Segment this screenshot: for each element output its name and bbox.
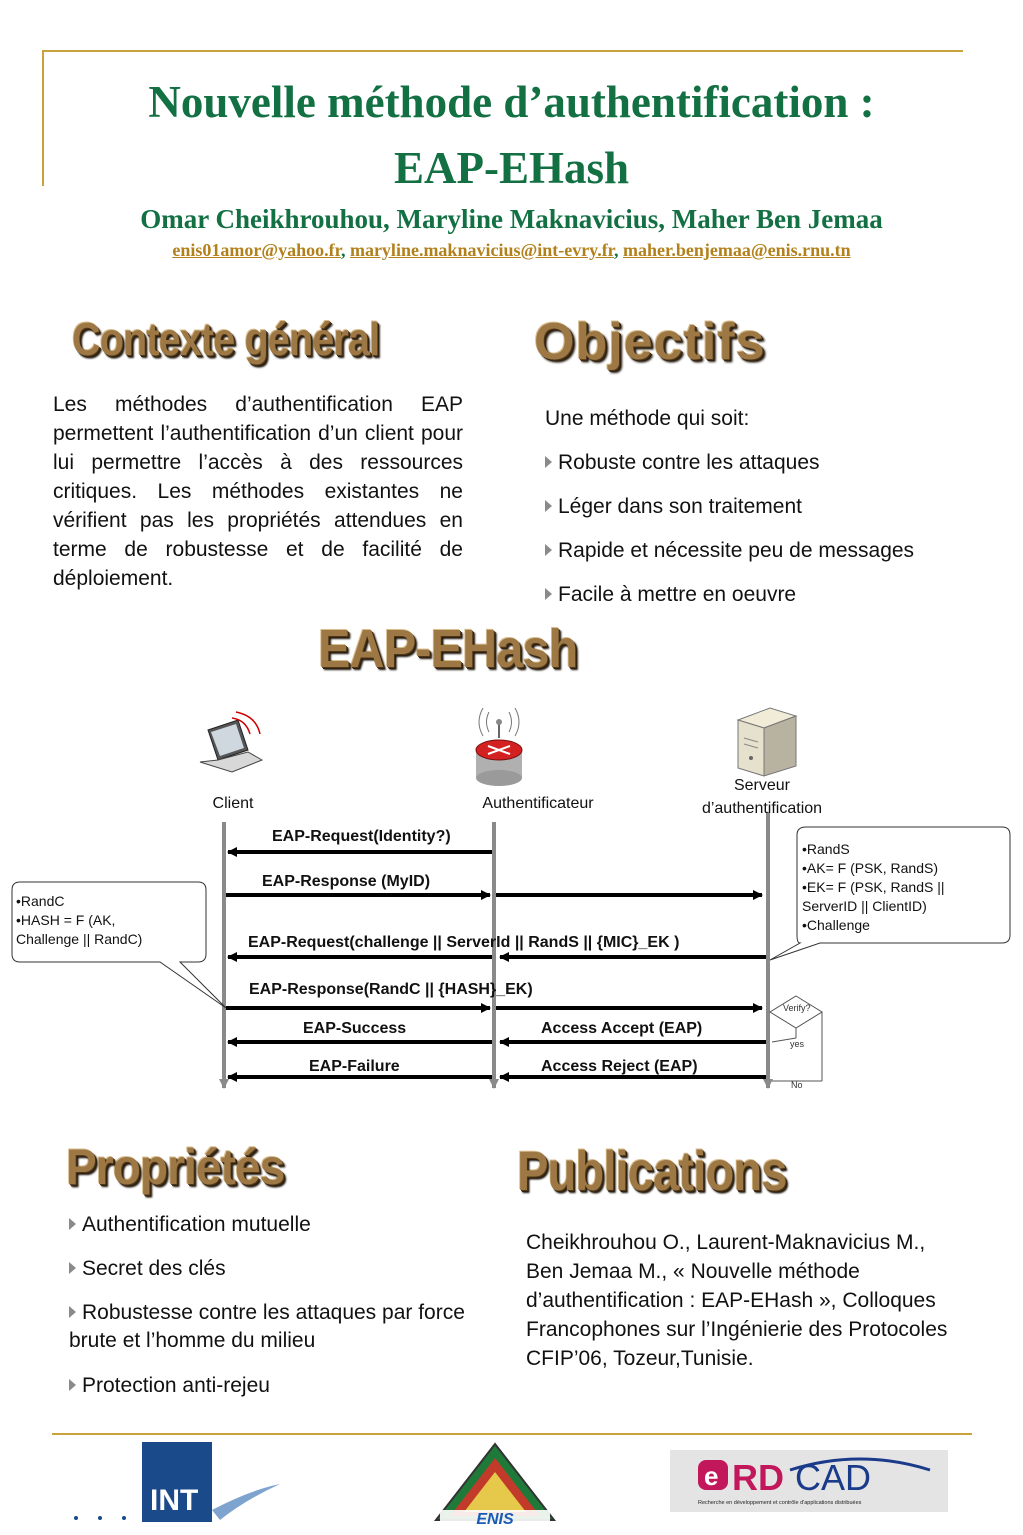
- msg-eap-success: EAP-Success: [303, 1020, 407, 1037]
- heading-proprietes: Propriétés: [66, 1139, 285, 1195]
- propriete-item: [69, 1255, 479, 1299]
- server-note-line: •AK= F (PSK, RandS): [802, 860, 939, 876]
- msg-request-challenge: EAP-Request(challenge || ServerId || RandS || {MIC}_EK ): [248, 934, 680, 951]
- objectif-text: Rapide et nécessite peu de messages: [558, 539, 915, 562]
- poster-title-line1: Nouvelle méthode d’authentification :: [148, 77, 875, 127]
- propriete-item: [69, 1211, 479, 1255]
- client-label: Client: [212, 795, 254, 812]
- objectif-item: [545, 493, 1005, 537]
- verify-label: Verify?: [783, 1003, 811, 1013]
- bullet-arrow-icon: [545, 500, 552, 512]
- server-label-line2: d’authentification: [701, 800, 823, 817]
- proprietes-list: [69, 1211, 479, 1416]
- authors: Omar Cheikhrouhou, Maryline Maknavicius, Maher Ben Jemaa: [140, 204, 883, 234]
- server-note-line: ServerID || ClientID): [802, 898, 927, 914]
- header-frame-horizontal: [42, 50, 963, 52]
- propriete-text: Protection anti-rejeu: [82, 1374, 270, 1397]
- svg-text:CAD: CAD: [795, 1457, 872, 1498]
- email-separator: ,: [340, 240, 350, 260]
- bullet-arrow-icon: [69, 1379, 76, 1391]
- client-note-line: Challenge || RandC): [16, 931, 143, 947]
- bullet-arrow-icon: [69, 1306, 76, 1318]
- enis-logo-text: ENIS: [476, 1511, 514, 1528]
- server-note-line: •EK= F (PSK, RandS ||: [802, 879, 945, 895]
- email-line: [0, 240, 1023, 261]
- heading-objectifs: Objectifs: [534, 313, 766, 371]
- svg-text:RD: RD: [732, 1457, 784, 1498]
- server-note-line: •Challenge: [802, 917, 870, 933]
- svg-text:e: e: [704, 1461, 719, 1491]
- msg-access-accept: Access Accept (EAP): [541, 1020, 703, 1037]
- objectif-item: [545, 537, 1005, 581]
- redcad-logo: [670, 1450, 948, 1512]
- email-separator: ,: [614, 240, 624, 260]
- int-logo-text: INT: [150, 1484, 199, 1517]
- heading-contexte: Contexte général: [72, 313, 380, 365]
- bullet-arrow-icon: [545, 588, 552, 600]
- objectif-text: Facile à mettre en oeuvre: [558, 583, 797, 606]
- email-link-3[interactable]: maher.benjemaa@enis.rnu.tn: [623, 240, 851, 260]
- bullet-arrow-icon: [545, 544, 552, 556]
- msg-response-myid: EAP-Response (MyID): [262, 873, 431, 890]
- redcad-subtitle: Recherche en développement et contrôle d'applications distribuées: [698, 1500, 862, 1506]
- server-note: [802, 840, 1006, 935]
- client-note-line: •RandC: [16, 893, 65, 909]
- router-icon: [476, 708, 522, 786]
- objectif-item: [545, 581, 1005, 625]
- objectif-text: Léger dans son traitement: [558, 495, 802, 518]
- contexte-text: Les méthodes d’authentification EAP permettent l’authentification d’un client pour lui permettre l’accès à des ressources critiques. Les méthodes existantes ne vérifient pas les propriétés attendues en terme de robustesse et de facilité de déploiement.: [53, 393, 463, 590]
- client-note: [16, 892, 204, 949]
- bullet-arrow-icon: [69, 1262, 76, 1274]
- msg-response-randc: EAP-Response(RandC || {HASH}_EK): [249, 981, 533, 998]
- server-label-line1: Serveur: [733, 777, 791, 794]
- msg-request-identity: EAP-Request(Identity?): [272, 828, 451, 845]
- footer-line: [52, 1433, 972, 1435]
- verify-yes-label: yes: [790, 1039, 805, 1049]
- heading-eap-ehash: EAP-EHash: [318, 619, 578, 679]
- bullet-arrow-icon: [545, 456, 552, 468]
- objectifs-list: [545, 405, 1005, 625]
- laptop-icon: [200, 712, 262, 772]
- email-link-2[interactable]: maryline.maknavicius@int-evry.fr: [349, 240, 615, 260]
- msg-access-reject: Access Reject (EAP): [541, 1058, 698, 1075]
- publication-text: Cheikhrouhou O., Laurent-Maknavicius M., Ben Jemaa M., « Nouvelle méthode d’authentification : EAP-EHash », Colloques Francophones sur l’Ingénierie des Protocoles CFIP’06, Tozeur,Tunisie.: [526, 1231, 948, 1370]
- verify-no-label: No: [791, 1080, 803, 1090]
- server-icon: [738, 708, 796, 776]
- propriete-item: [69, 1372, 479, 1416]
- propriete-item: [69, 1299, 479, 1372]
- server-note-line: •RandS: [802, 841, 850, 857]
- propriete-text: Secret des clés: [82, 1257, 226, 1280]
- objectifs-intro: Une méthode qui soit:: [545, 407, 750, 430]
- objectif-text: Robuste contre les attaques: [558, 451, 820, 474]
- enis-logo: [430, 1440, 560, 1528]
- propriete-text: Authentification mutuelle: [82, 1213, 311, 1236]
- propriete-text: Robustesse contre les attaques par force brute et l’homme du milieu: [69, 1301, 465, 1352]
- email-link-1[interactable]: enis01amor@yahoo.fr: [172, 240, 341, 260]
- heading-publications: Publications: [517, 1139, 787, 1202]
- objectif-item: [545, 449, 1005, 493]
- client-note-line: •HASH = F (AK,: [16, 912, 116, 928]
- bullet-arrow-icon: [69, 1218, 76, 1230]
- int-logo: [70, 1440, 285, 1525]
- poster-title-line2: EAP-EHash: [393, 143, 630, 193]
- msg-eap-failure: EAP-Failure: [309, 1058, 400, 1075]
- authenticator-label: Authentificateur: [482, 795, 594, 812]
